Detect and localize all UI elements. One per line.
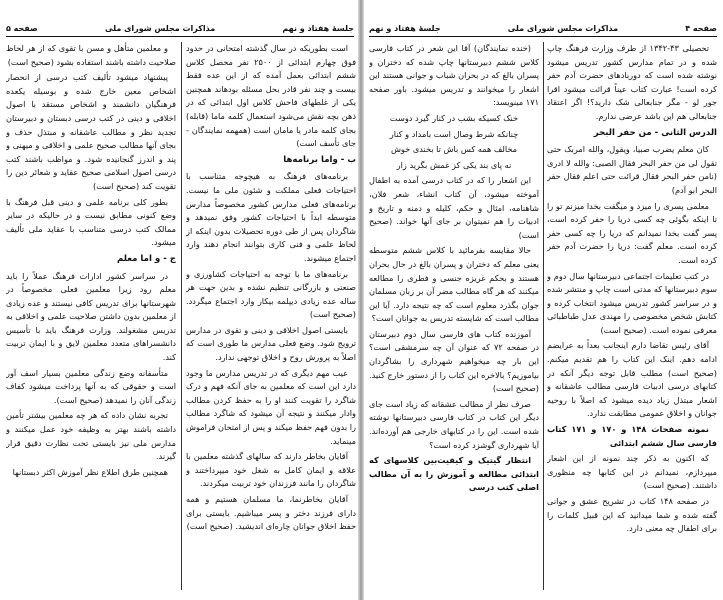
paragraph: پیشنهاد میشود تألیف کتب درسی از انحصار اشخاص معین خارج شده و بوسیله یکعده فرهنگیان دانشمند و اشخاص مستقد با اصول اخلاقی و دینی در کتب درسی دبستان و دبیرستان تجدید نظر و مطالب عاشقانه و مبتذل حذف و بجای آنها مطالب صحیح علمی و اخلاقی و میهنی و پند و اندرز گنجانیده شود. و مواظب باشند کتب درسی اصول اسلامی صحیح عقاید و شعائر دین را تقویت کند (صحیح است) xyxy=(6,72,176,191)
paragraph: در کتب تعلیمات اجتماعی دبیرستانها سال دوم و سوم دبیرستانها که مدتی است چاپ و منتشر شده و در سراسر کشور تدریس میشود انتخاب کرده و کتابش شخص مخصوصی را مهندی عدل طباطبائی معرفی نموده است. (صحیح است) xyxy=(547,270,717,335)
paragraph: در صفحه ۱۴۸ کتاب در تشریح عشق و جوانی گفته شده و شما میدانید که این قبیل کلمات را برای اطفال چه معنی دارد. xyxy=(547,496,717,534)
text-column-right xyxy=(186,42,356,590)
paragraph: که اکنون به ذکر چند نمونه از این اشعار میپردازم، نمیدانم در این کتابها چه منظوری داشتند. (صحیح است) xyxy=(547,453,717,491)
right-page xyxy=(363,0,723,600)
publication-title: مذاکرات مجلس شورای ملی xyxy=(104,24,216,33)
paragraph: تجربه نشان داده که هر چه معلمین بیشتر تأمین داشته باشند بهتر به وظیفه خود عمل میکنند و مدارس ملی نیز بایستی تحت نظارت دقیق قرار گیرند. xyxy=(6,410,176,462)
paragraph: و معلمین متأهل و مسن با تقوی که از هر لحاظ صلاحیت داشته باشند استفاده بشود (صحیح است) xyxy=(6,43,176,67)
poem-verse: نه پای بند یکی کز غمش بگرید زار xyxy=(396,159,512,170)
text-column-left xyxy=(6,42,176,590)
publication-title: مذاکرات مجلس شورای ملی xyxy=(507,24,619,33)
paragraph: است بطوریکه در سال گذشته امتحانی در حدود فوق چهارم ابتدائی از ۲۵۰۰ نفر محصل کلاس ششم ابتدائی بعمل آمده که از این عده فقط بیست و چند نفر قادر بحل مسئله بودهاند همچنین یکی از غلطهای فاحش کلاس اول ابتدائی که در ذهن بچه نقش می‌شود استعمال کلمه ماما (قابله) بجای کلمه مادر یا مامان است (همهمه نمایندگان - جای تأسف است) xyxy=(186,43,356,149)
paragraph: آقای رئیس تقاضا دارم اینجانب بعداً به عرایضم ادامه دهم. اینک این کتاب را هم تقدیم میکنم. (صحیح است) مطلب قابل توجه دیگر آنکه در کتابهای درسی ادبیات فارسی مطالب عاشقانه و اشعار مبتذل زیاد دیده میشود که اصلاً با روحیه جوانان و اخلاق عمومی مطابقت ندارد. xyxy=(547,340,717,419)
paragraph: در سراسر کشور ادارات فرهنگ عملاً را باید معلم رود زیرا معلمین فعلی مخصوصاً در شهرستانها برای تدریس کافی نیستند و عده زیادی از معلمین بدون داشتن صلاحیت علمی و اخلاقی به تدریس مشغولند. وزارت فرهنگ باید با تأسیس دانشسراهای متعدد معلمین لایق و با ایمان تربیت کند. xyxy=(6,270,176,363)
paragraph: آموزنده کتاب های فارسی سال دوم دبیرستان در صفحه ۷۲ که عنوان آن چه سرمشقی است؟ این بار چه میخواهیم شهرداری را بشاگردان بیاموزیم؟ بالاخره این کتاب را از دستور خارج کنید. (صحیح است) xyxy=(369,328,539,394)
paragraph: کان معلم یضرب صبیا، ویقول، والله امربک حتی تقول لی من حفر البحر فقال الصبی: والله لا ادری (نامن حفر البحر فقال قرائت حتی اعلم فقال حفر البحر ابو آدم) xyxy=(547,144,717,195)
section-heading: الدرس الثانی - من حفر البحر xyxy=(593,127,717,138)
paragraph: متأسفانه وضع زندگی معلمین بسیار اسف آور است و حقوقی که به آنها پرداخت میشود کفاف زندگی آنان را نمیدهد (صحیح است). xyxy=(6,367,176,405)
paragraph: بایستی اصول اخلاقی و دینی و تقوی در مدارس ترویج شود. وضع فعلی مدارس ما طوری است که اصلاً به پرورش روح و اخلاق توجهی ندارد. xyxy=(186,324,356,363)
session-title: جلسهٔ هفتاد و نهم xyxy=(369,24,441,33)
paragraph: حالا مقایسه بفرمائید با کلاس ششم متوسطه یعنی معلم که دختران و پسران بالغ در حال بحران هستند و بحکم غریزه جنسی و فطری را مطالعه میکنند که هر گاه مطالب مضر آن بر زبان مسلمان جوان بگذرد معلوم است که چه نتیجه دارد. آیا این مطالب است که شایسته تدریس به جوانان است؟ xyxy=(369,245,539,324)
section-heading: ج - و اما معلم xyxy=(117,253,176,264)
paragraph: (خنده نمایندگان) آقا این شعر در کتاب فارسی کلاس ششم دبیرستانها چاپ شده که دختران و پسران بالغ که در بحران شباب و جوانی هستند این اشعار را میخوانند و تدریس میشود. باور صفحه ۱۷۱ مینویسد: xyxy=(369,43,539,108)
column-divider xyxy=(543,42,544,590)
page-header xyxy=(369,24,717,37)
paragraph: برنامه‌های فرهنگ به هیچوجه متناسب با احتیاجات فعلی مملکت و شئون ملی ما نیست. برنامه‌های فعلی مدارس کشور مخصوصاً مدارس متوسطه ابداً با احتیاجات کشور وفق نمیدهد و شاگردان پس از طی دوره تحصیلات بدون اینکه از لحاظ علمی و فنی کاری بتوانند انجام دهند وارد اجتماع میشوند. xyxy=(186,171,356,263)
paragraph: معلمی پسری را میزد و میگفت بخدا میزنم تو را تا اینکه بگوئی چه کسی دریا را حفر کرده است، پسر گفت بخدا نمیدانم که دریا را چه کسی حفر کرده است. معلم گفت: دریا را حضرت آدم حفر کرده است. xyxy=(547,200,717,265)
paragraph: نمونه صفحات ۱۴۸ و ۱۷۰ و ۱۷۱ کتاب فارسی سال ششم ابتدائی xyxy=(547,424,717,448)
paragraph: انتظار گیتیک و کیفیت‌بین کلاسهای که ابتدائی مطالعه و آموزش را به آن مطالب اصلی کتب درسی xyxy=(369,455,539,493)
column-divider xyxy=(181,42,182,590)
text-column-right xyxy=(547,42,717,590)
paragraph: برنامه‌های ما با توجه به احتیاجات کشاورزی و صنعتی و بازرگانی تنظیم نشده و بدین جهت هر ساله عده زیادی دیپلمه بیکار وارد اجتماع میگردد. (صحیح است) xyxy=(186,268,356,320)
paragraph: آقایان بخاطر دارند که سالهای گذشته معلمین با علاقه و ایمان کامل به شغل خود میپرداختند و شاگردان را مانند فرزندان خود تربیت میکردند. xyxy=(186,451,356,489)
paragraph: بطور کلی برنامه علمی و دینی قبل فرهنگ با وضع کنونی مطابق نیست و در حالیکه در سایر ممالک کتب درسی متناسب با عقاید ملی تألیف میشود. xyxy=(6,196,176,248)
paragraph: همچنین طرق اطلاع نظر آموزش اکثر دبستانها xyxy=(12,466,168,477)
poem-verse: مخالف همه کس باش تا بخندی خوش xyxy=(390,144,518,155)
paragraph: آقایان بخاطرنما، ما مسلمان هستیم و همه دارای فرزند دختر و پسر میباشیم. بایستی برای حفظ اخلاق جوانان چاره‌ای اندیشید. (صحیح است) xyxy=(186,494,356,532)
page-header xyxy=(6,24,354,37)
left-page xyxy=(0,0,360,600)
paragraph: عیب مهم دیگری که در تدریس مدارس ما وجود دارد این است که معلمین به جای آنکه فهم و درک شاگرد را تقویت کنند او را به حفظ کردن مطالب وادار میکنند و نتیجه آن میشود که شاگرد مطالب را بدون فهم حفظ میکند و پس از امتحان فراموش مینماید. xyxy=(186,367,356,446)
poem-verse: چنانکه شرط وصال است بامداد و کنار xyxy=(389,128,519,139)
section-heading: ب - واما برنامه‌ها xyxy=(283,154,356,165)
session-title: جلسهٔ هفتاد و نهم xyxy=(282,24,354,33)
text-column-left xyxy=(369,42,539,590)
paragraph: تحصیلی ۴۳-۱۳۴۲ از طرف وزارت فرهنگ چاپ شده و در تمام مدارس کشور تدریس میشود نوشته شده است که دوربادهای حضرت آدم حفر کرده است! عبارت کتاب عیناً قرائت میشود اقرا جور لو - مگر جنابعالی شک دارید؟! اگر اعتقاد جنابعالی هم این باشد عرضی ندارم. xyxy=(547,43,717,121)
poem-verse: خنک کسیکه بشب در کنار گیرد دوست xyxy=(389,112,519,123)
paragraph: این اشعار را که در کتاب درسی آمده به اطفال آموخته میشود، آن کتاب انشاء، شعر فلان، شاهنامه، امثال و حکم، کلیله و دمنه و تاریخ و ادبیات را هم نمیتوان بر جای آنها خواند. (صحیح است) xyxy=(369,175,539,240)
page-number: صفحه ۵ xyxy=(6,24,38,33)
page-number: صفحه ۴ xyxy=(685,24,717,33)
paragraph: صرف نظر از مطالب عشقانه که زیاد است جای دیگر این کتاب در کتاب فارسی دبیرستانها نوشته شده است. این را در کتابهای خارجی هم آورده‌اند. آیا شهرداری گوشزد کرده است؟ xyxy=(369,398,539,450)
